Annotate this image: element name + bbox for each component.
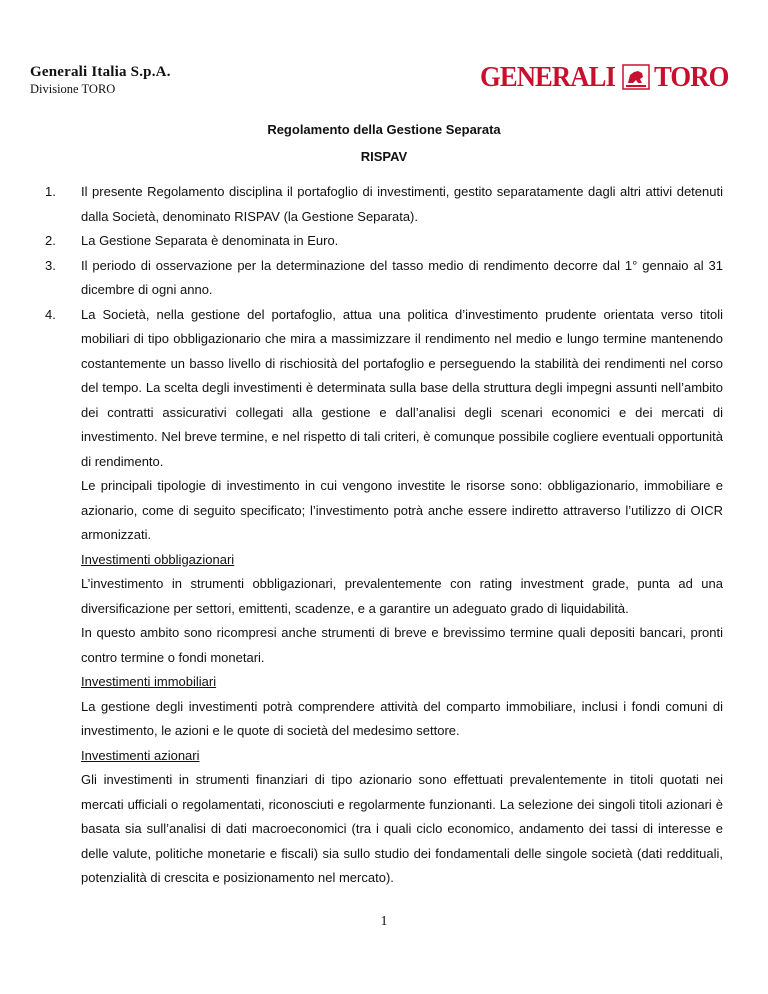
item-text: La Gestione Separata è denominata in Euro. <box>81 233 339 248</box>
section-heading: Investimenti obbligazionari <box>81 551 235 567</box>
page-number: 1 <box>380 914 388 929</box>
item-number: 2. <box>45 233 56 248</box>
list-item <box>45 254 723 303</box>
regulation-body <box>45 180 723 891</box>
document-subtitle: RISPAV <box>360 149 408 164</box>
document-title: Regolamento della Gestione Separata <box>267 122 501 137</box>
company-division: Divisione TORO <box>30 82 116 96</box>
item-number: 1. <box>45 184 56 199</box>
company-name: Generali Italia S.p.A. <box>30 64 171 80</box>
logo-word-generali: GENERALI <box>480 61 615 93</box>
paragraph: Gli investimenti in strumenti finanziari di tipo azionario sono effettuati prevalentemente in titoli quotati nei mercati ufficiali o regolamentati, riconosciuti e regolarmente funzionanti. La selezione dei singoli titoli azionari è basata sia sull’analisi di dati macroeconomici (tra i quali ciclo economico, andamento dei tassi di interesse e delle valute, politiche monetarie e fiscali) sia sullo studio dei fondamentali delle singole società (dati reddituali, potenzialità di crescita e posizionamento nel mercato). <box>81 772 723 885</box>
logo-word-toro: TORO <box>654 61 729 93</box>
list-item <box>45 303 723 891</box>
paragraph: La Società, nella gestione del portafoglio, attua una politica d’investimento prudente orientata verso titoli mobiliari di tipo obbligazionario che mira a massimizzare il rendimento nel medio e lungo termine mantenendo costantemente un basso livello di rischiosità del portafoglio e perseguendo la stabilità dei rendimenti nel corso del tempo. La scelta degli investimenti è determinata sulla base della struttura degli impegni assunti nell’ambito dei contratti assicurativi collegati alla gestione e dall’analisi degli scenari economici e dei mercati di investimento. Nel breve termine, e nel rispetto di tali criteri, è comunque possibile cogliere eventuali opportunità di rendimento. <box>81 306 723 469</box>
generali-toro-logo <box>480 62 734 92</box>
paragraph: L’investimento in strumenti obbligazionari, prevalentemente con rating investment grade, punta ad una diversificazione per settori, emittenti, scadenze, e a garantire un adeguato grado di liquidabilità. <box>81 576 723 616</box>
paragraph: In questo ambito sono ricompresi anche strumenti di breve e brevissimo termine quali depositi bancari, pronti contro termine o fondi monetari. <box>81 625 723 665</box>
paragraph: La gestione degli investimenti potrà comprendere attività del comparto immobiliare, inclusi i fondi comuni di investimento, le azioni e le quote di società del medesimo settore. <box>81 698 723 738</box>
section-heading: Investimenti azionari <box>81 747 200 763</box>
paragraph: Le principali tipologie di investimento in cui vengono investite le risorse sono: obbligazionario, immobiliare e azionario, come di seguito specificato; l’investimento potrà anche essere indiretto attraverso l’utilizzo di OICR armonizzati. <box>81 478 723 542</box>
list-item <box>45 229 723 254</box>
item-text: Il presente Regolamento disciplina il portafoglio di investimenti, gestito separatamente dagli altri attivi detenuti dalla Società, denominato RISPAV (la Gestione Separata). <box>81 184 723 224</box>
item-text: Il periodo di osservazione per la determinazione del tasso medio di rendimento decorre dal 1° gennaio al 31 dicembre di ogni anno. <box>81 257 723 297</box>
item-number: 4. <box>45 306 56 322</box>
lion-seal-icon <box>622 64 650 90</box>
item-number: 3. <box>45 257 56 273</box>
company-header <box>30 64 171 97</box>
list-item <box>45 180 723 229</box>
section-heading: Investimenti immobiliari <box>81 674 217 689</box>
